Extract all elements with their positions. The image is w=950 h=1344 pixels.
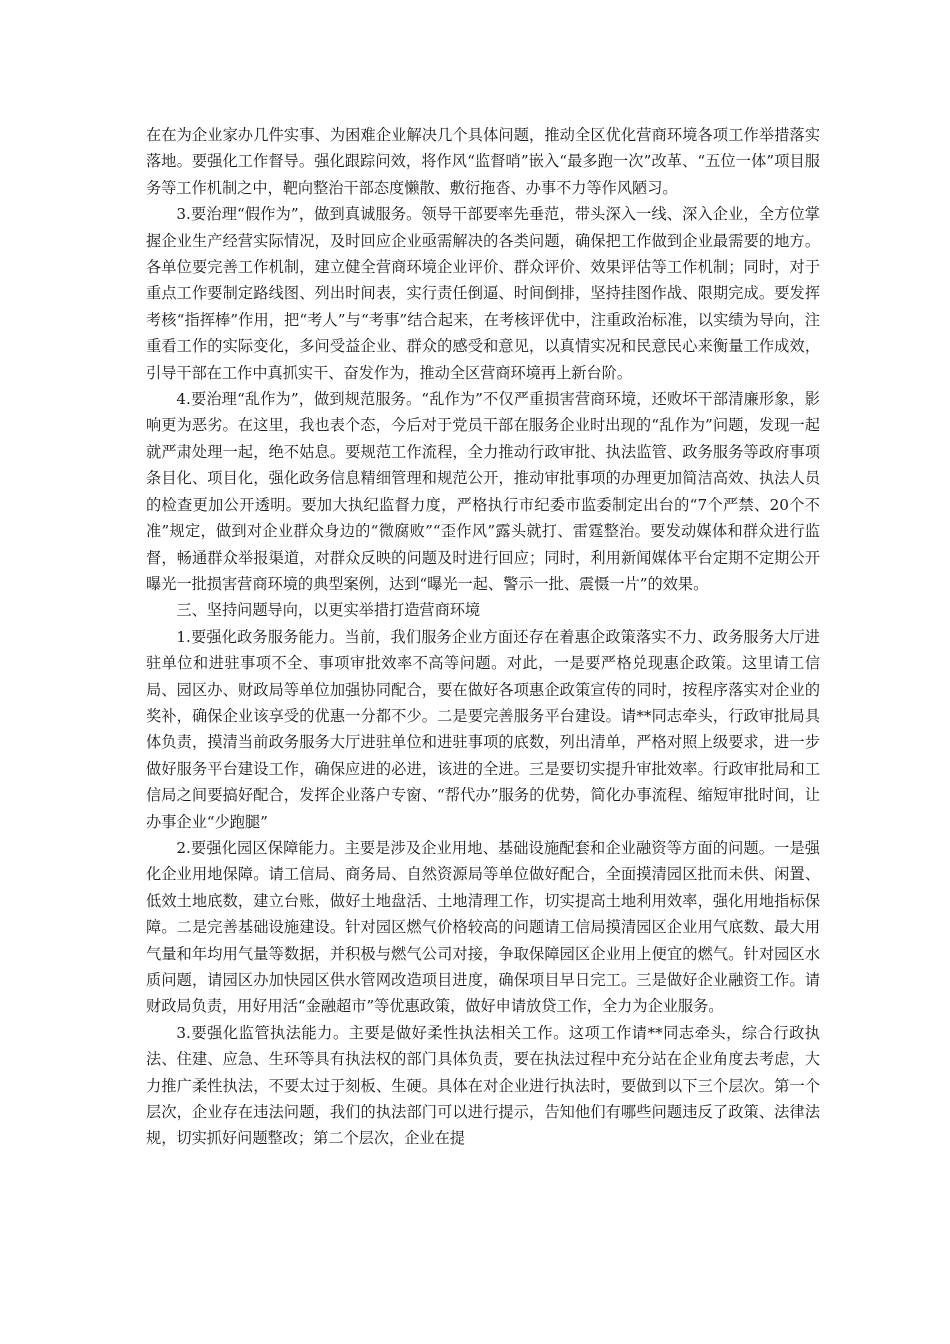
section-heading-3: 三、坚持问题导向，以更实举措打造营商环境 — [176, 601, 481, 620]
paragraph-item-2-park-support: 2.要强化园区保障能力。主要是涉及企业用地、基础设施配套和企业融资等方面的问题。一是强化企业用地保障。请工信局、商务局、自然资源局等单位做好配合，全面摸清园区批而未供、闲置、低效土地底数，建立台账，做好土地盘活、土地清理工作，切实提高土地利用效率，强化用地指标保障。二是完善基础设施建设。针对园区燃气价格较高的问题请工信局摸清园区企业用气底数、最大用气量和年均用气量等数据，并积极与燃气公司对接，争取保障园区企业用上便宜的燃气。针对园区水质问题，请园区办加快园区供水管网改造项目进度，确保项目早日完工。三是做好企业融资工作。请财政局负责，用好用活“金融超市”等优惠政策，做好申请放贷工作，全力为企业服务。 — [146, 838, 820, 1016]
paragraph-item-3-false-action: 3.要治理“假作为”，做到真诚服务。领导干部要率先垂范，带头深入一线、深入企业，全方位掌握企业生产经营实际情况，及时回应企业亟需解决的各类问题，确保把工作做到企业最需要的地方。各单位要完善工作机制，建立健全营商环境企业评价、群众评价、效果评估等工作机制；同时，对于重点工作要制定路线图、列出时间表，实行责任倒逼、时间倒排，坚持挂图作战、限期完成。要发挥考核“指挥棒”作用，把“考人”与“考事”结合起来，在考核评优中，注重政治标准，以实绩为导向，注重看工作的实际变化，多问受益企业、群众的感受和意见，以真情实况和民意民心来衡量工作成效，引导干部在工作中真抓实干、奋发作为，推动全区营商环境再上新台阶。 — [146, 205, 820, 382]
paragraph-item-4-disorderly-action: 4.要治理“乱作为”，做到规范服务。“乱作为”不仅严重损害营商环境，还败坏干部清廉形象，影响更为恶劣。在这里，我也表个态，今后对于党员干部在服务企业时出现的“乱作为”问题，发现一起就严肃处理一起，绝不姑息。要规范工作流程，全力推动行政审批、执法监管、政务服务等政府事项条目化、项目化，强化政务信息精细管理和规范公开，推动审批事项的办理更加简洁高效、执法人员的检查更加公开透明。要加大执纪监督力度，严格执行市纪委市监委制定出台的“7个严禁、20个不准”规定，做到对企业群众身边的“微腐败”“歪作风”露头就打、雷霆整治。要发动媒体和群众进行监督，畅通群众举报渠道，对群众反映的问题及时进行回应；同时，利用新闻媒体平台定期不定期公开曝光一批损害营商环境的典型案例，达到“曝光一起、警示一批、震慑一片”的效果。 — [146, 390, 820, 593]
paragraph-continuation: 在在为企业家办几件实事、为困难企业解决几个具体问题，推动全区优化营商环境各项工作举措落实落地。要强化工作督导。强化跟踪问效，将作风“监督哨”嵌入“最多跑一次”改革、“五位一体”项目服务等工作机制之中，靶向整治干部态度懒散、敷衍拖沓、办事不力等作风陋习。 — [146, 126, 820, 197]
document-page — [146, 122, 820, 1152]
paragraph-item-3-law-enforcement: 3.要强化监管执法能力。主要是做好柔性执法相关工作。这项工作请**同志牵头，综合行政执法、住建、应急、生环等具有执法权的部门具体负责，要在执法过程中充分站在企业角度去考虑，大力推广柔性执法，不要太过于刻板、生硬。具体在对企业进行执法时，要做到以下三个层次。第一个层次，企业存在违法问题，我们的执法部门可以进行提示，告知他们有哪些问题违反了政策、法律法规，切实抓好问题整改；第二个层次，企业在提 — [146, 1023, 820, 1148]
paragraph-item-1-government-service: 1.要强化政务服务能力。当前，我们服务企业方面还存在着惠企政策落实不力、政务服务大厅进驻单位和进驻事项不全、事项审批效率不高等问题。对此，一是要严格兑现惠企政策。这里请工信局、园区办、财政局等单位加强协同配合，要在做好各项惠企政策宣传的同时，按程序落实对企业的奖补，确保企业该享受的优惠一分都不少。二是要完善服务平台建设。请**同志牵头，行政审批局具体负责，摸清当前政务服务大厅进驻单位和进驻事项的底数，列出清单，严格对照上级要求，进一步做好服务平台建设工作，确保应进的必进，该进的全进。三是要切实提升审批效率。行政审批局和工信局之间要搞好配合，发挥企业落户专窗、“帮代办”服务的优势，简化办事流程、缩短审批时间，让办事企业“少跑腿” — [146, 627, 820, 831]
